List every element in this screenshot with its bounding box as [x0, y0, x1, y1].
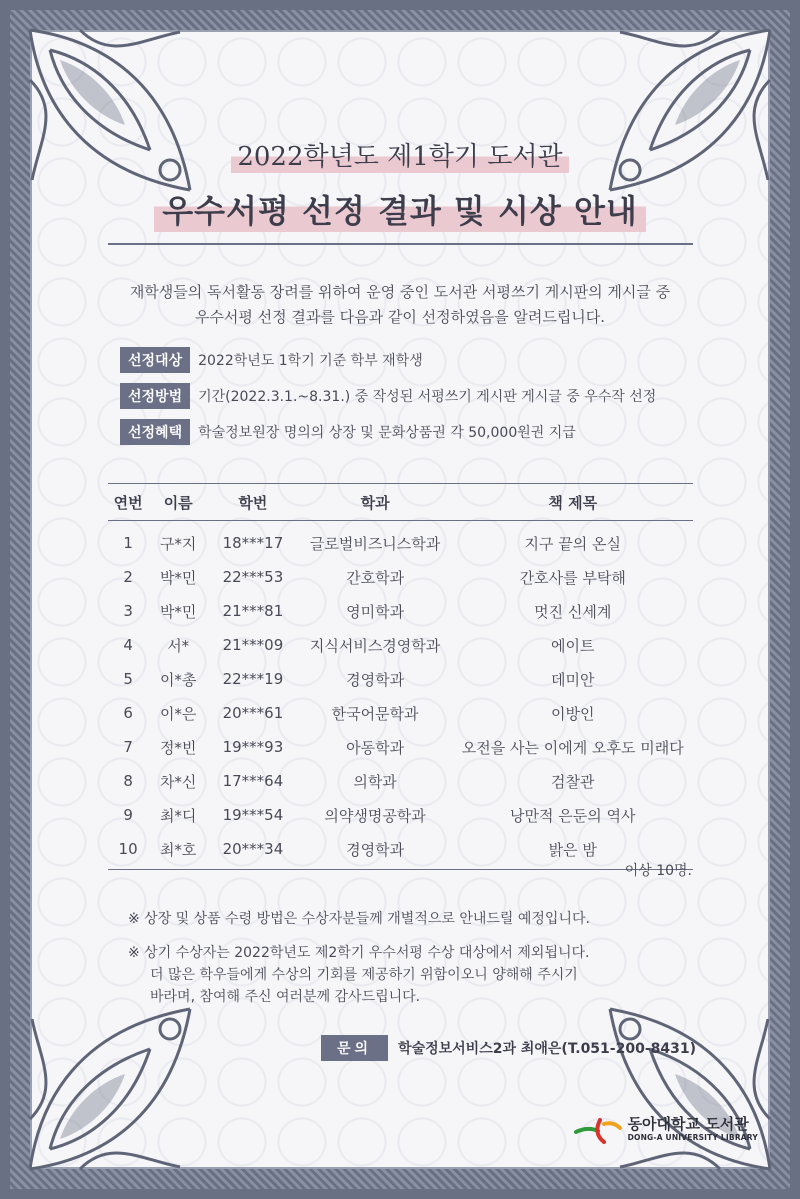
cell-student-id: 18***17 — [222, 534, 284, 552]
cell-student-id: 21***81 — [222, 602, 284, 620]
cell-book-title: 에이트 — [551, 636, 595, 655]
cell-student-id: 21***09 — [222, 636, 284, 654]
cell-name: 구*지 — [159, 534, 197, 553]
cell-no: 9 — [123, 806, 133, 824]
cell-student-id: 22***19 — [222, 670, 284, 688]
info-text-target: 2022학년도 1학기 기준 학부 재학생 — [198, 353, 423, 369]
cell-name: 이*은 — [159, 704, 197, 723]
library-logo-mark-icon — [574, 1112, 626, 1146]
table-row — [108, 798, 693, 832]
cell-department: 아동학과 — [346, 738, 405, 757]
header-name: 이름 — [148, 484, 208, 521]
cell-department: 영미학과 — [346, 602, 405, 621]
university-library-logo — [574, 1112, 758, 1146]
cell-no: 2 — [123, 568, 133, 586]
cell-department: 의학과 — [353, 772, 397, 791]
cell-student-id: 17***64 — [222, 772, 284, 790]
info-row-method — [120, 384, 656, 408]
logo-name-ko: 동아대학교 도서관 — [627, 1114, 749, 1133]
cell-book-title: 멋진 신세계 — [534, 602, 612, 621]
info-label-benefit: 선정혜택 — [120, 419, 190, 445]
table-row — [108, 628, 693, 662]
cell-student-id: 20***61 — [222, 704, 284, 722]
corner-ornament-icon — [590, 20, 780, 210]
cell-department: 의약생명공학과 — [324, 806, 426, 825]
cell-department: 지식서비스경영학과 — [309, 636, 441, 655]
total-count: 이상 10명. — [624, 863, 692, 879]
cell-book-title: 데미안 — [551, 670, 595, 689]
cell-name: 정*빈 — [159, 738, 197, 757]
cell-name: 서* — [167, 636, 190, 655]
header-student-id: 학번 — [208, 484, 297, 521]
cell-no: 3 — [123, 602, 133, 620]
intro-line2: 우수서평 선정 결과를 다음과 같이 선정하였음을 알려드립니다. — [194, 308, 606, 326]
info-label-method: 선정방법 — [120, 383, 190, 409]
title-divider — [108, 243, 693, 245]
intro-line1: 재학생들의 독서활동 장려를 위하여 운영 중인 도서관 서평쓰기 게시판의 게시글 중 — [129, 283, 671, 301]
title-line1: 2022학년도 제1학기 도서관 — [231, 136, 568, 173]
table-row — [108, 832, 693, 870]
corner-ornament-icon — [590, 989, 780, 1179]
cell-book-title: 밝은 밤 — [453, 832, 693, 870]
table-row — [108, 730, 693, 764]
winners-table — [108, 483, 693, 870]
header-no: 연번 — [108, 484, 148, 521]
info-text-benefit: 학술정보원장 명의의 상장 및 문화상품권 각 50,000원권 지급 — [198, 425, 576, 441]
cell-book-title: 오전을 사는 이에게 오후도 미래다 — [461, 738, 684, 757]
cell-book-title: 간호사를 부탁해 — [519, 568, 626, 587]
note-exclusion-line3: 바라며, 참여해 주신 여러분께 감사드립니다. — [150, 989, 421, 1005]
header-department: 학과 — [298, 484, 453, 521]
cell-no: 5 — [123, 670, 133, 688]
table-header-row — [108, 484, 693, 521]
note-exclusion-line1: ※ 상기 수상자는 2022학년도 제2학기 우수서평 수상 대상에서 제외됩니다. — [128, 945, 590, 961]
corner-ornament-icon — [20, 989, 210, 1179]
title-line1-wrap — [0, 136, 800, 173]
table-row — [108, 696, 693, 730]
cell-name: 최*디 — [159, 806, 197, 825]
info-text-method: 기간(2022.3.1.~8.31.) 중 작성된 서평쓰기 게시판 게시글 중 우수작 선정 — [198, 389, 657, 405]
cell-no: 7 — [123, 738, 133, 756]
info-row-benefit — [120, 420, 576, 444]
cell-no: 8 — [123, 772, 133, 790]
note-exclusion-line2: 더 많은 학우들에게 수상의 기회를 제공하기 위함이오니 양해해 주시기 — [150, 967, 578, 983]
cell-no: 1 — [123, 534, 133, 552]
note-award-delivery: ※ 상장 및 상품 수령 방법은 수상자분들께 개별적으로 안내드릴 예정입니다. — [128, 911, 590, 927]
cell-department: 간호학과 — [346, 568, 405, 587]
table-row — [108, 560, 693, 594]
cell-name: 최*호 — [148, 832, 208, 870]
contact-label: 문의 — [321, 1035, 388, 1061]
cell-student-id: 19***93 — [222, 738, 284, 756]
table-row — [108, 764, 693, 798]
cell-student-id: 22***53 — [222, 568, 284, 586]
contact-text: 학술정보서비스2과 최애은(T.051-200-8431) — [398, 1041, 696, 1057]
cell-book-title: 이방인 — [551, 704, 595, 723]
table-row — [108, 594, 693, 628]
cell-student-id: 19***54 — [222, 806, 284, 824]
cell-name: 차*신 — [159, 772, 197, 791]
contact-info — [321, 1035, 696, 1061]
winners-table-wrap — [108, 483, 693, 870]
cell-department: 한국어문학과 — [331, 704, 419, 723]
cell-department: 경영학과 — [298, 832, 453, 870]
title-line2-wrap — [0, 186, 800, 232]
cell-department: 경영학과 — [346, 670, 405, 689]
cell-no: 6 — [123, 704, 133, 722]
info-row-target — [120, 348, 423, 372]
cell-name: 이*총 — [159, 670, 197, 689]
logo-name-en: DONG-A UNIVERSITY LIBRARY — [627, 1132, 758, 1142]
cell-book-title: 지구 끝의 온실 — [524, 534, 621, 553]
cell-student-id: 20***34 — [208, 832, 297, 870]
title-line2: 우수서평 선정 결과 및 시상 안내 — [154, 186, 646, 232]
cell-no: 4 — [123, 636, 133, 654]
cell-book-title: 낭만적 은둔의 역사 — [510, 806, 636, 825]
logo-text — [627, 1114, 758, 1142]
table-row — [108, 521, 693, 561]
cell-department: 글로벌비즈니스학과 — [309, 534, 441, 553]
note-exclusion — [128, 942, 708, 1008]
intro-text — [100, 280, 700, 330]
corner-ornament-icon — [20, 20, 210, 210]
cell-name: 박*민 — [159, 602, 197, 621]
info-label-target: 선정대상 — [120, 347, 190, 373]
cell-name: 박*민 — [159, 568, 197, 587]
table-row — [108, 662, 693, 696]
cell-book-title: 검찰관 — [551, 772, 595, 791]
header-book-title: 책 제목 — [453, 484, 693, 521]
cell-no: 10 — [108, 832, 148, 870]
